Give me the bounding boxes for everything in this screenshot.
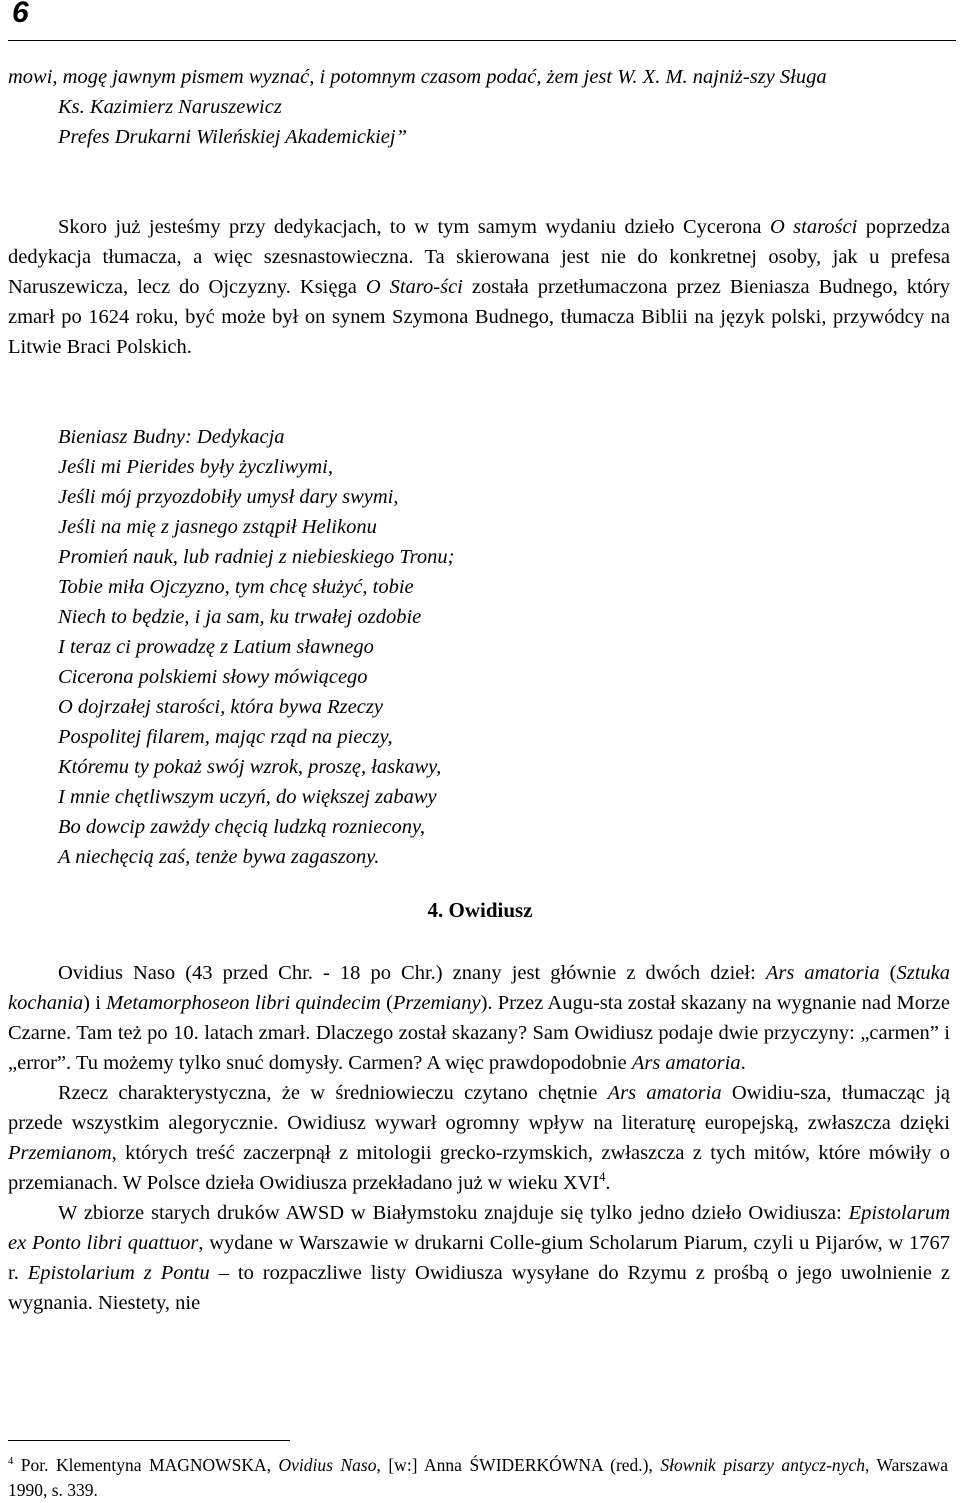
poem-line: A niechęcią zaś, tenże bywa zagaszony. (58, 846, 380, 868)
poem-line: Jeśli mój przyozdobiły umysł dary swymi, (58, 486, 399, 508)
poem-line: Promień nauk, lub radniej z niebieskiego Tronu; (58, 546, 455, 568)
paragraph-ovid-collection: W zbiorze starych druków AWSD w Białymstoku znajduje się tylko jedno dzieło Owidiusza: Epistolarum ex Ponto libri quattuor, wydane w Warszawie w drukarni Colle-gium Scholarum Piarum, czyli u Pijarów, w 1767 r. Epistolarium z Pontu – to rozpaczliwe listy Owidiusza wysyłane do Rzymu z prośbą o jego uwolnienie z wygnania. Niestety, nie (8, 1202, 950, 1314)
footnote-rule (8, 1440, 290, 1441)
poem-line: Któremu ty pokaż swój wzrok, proszę, łaskawy, (58, 756, 442, 778)
paragraph-cicero: Skoro już jesteśmy przy dedykacjach, to w tym samym wydaniu dzieło Cycerona O starości poprzedza dedykacja tłumacza, a więc szesnastowieczna. Ta skierowana jest nie do konkretnej osoby, jak u prefesa Naruszewicza, lecz do Ojczyzny. Księga O Staro-ści została przetłumaczona przez Bieniasza Budnego, który zmarł po 1624 roku, być może był on synem Szymona Budnego, tłumacza Biblii na język polski, przywódcy na Litwie Braci Polskich. (8, 216, 950, 358)
paragraph-ovid-influence: Rzecz charakterystyczna, że w średniowieczu czytano chętnie Ars amatoria Owidiu-sza, tłumacząc ją przede wszystkim alegorycznie. Owidiusz wywarł ogromny wpływ na literaturę europejską, zwłaszcza dzięki Przemianom, których treść zaczerpnął z mitologii grecko-rzymskich, zwłaszcza z tych mitów, które mówiły o przemianach. W Polsce dzieła Owidiusza przekładano już w wieku XVI$^4$. (8, 1082, 950, 1194)
header-rule (8, 40, 956, 41)
dedication-text: mowi, mogę jawnym pismem wyznać, i potomnym czasom podać, żem jest W. X. M. najniż-szy Sługa (8, 66, 827, 88)
section-heading: 4. Owidiusz (427, 898, 533, 922)
poem-line: Jeśli mi Pierides były życzliwymi, (58, 456, 333, 478)
paragraph-ovid-intro: Ovidius Naso (43 przed Chr. - 18 po Chr.) znany jest głównie z dwóch dzieł: Ars amatoria (Sztuka kochania) i Metamorphoseon libri quindecim (Przemiany). Przez Augu-sta został skazany na wygnanie nad Morze Czarne. Tam też po 10. latach zmarł. Dlaczego został skazany? Sam Owidiusz podaje dwie przyczyny: „carmen” i „error”. Tu możemy tylko snuć domysły. Carmen? A więc prawdopodobnie Ars amatoria. (8, 962, 951, 1074)
poem-line: I teraz ci prowadzę z Latium sławnego (58, 636, 374, 658)
poem-line: Cicerona polskiemi słowy mówiącego (58, 666, 368, 688)
poem-line: Tobie miła Ojczyzno, tym chcę służyć, tobie (58, 576, 414, 598)
dedication-end (8, 62, 950, 152)
poem-line: Bo dowcip zawżdy chęcią ludzką rozniecony, (58, 816, 426, 838)
dedication-signature-1: Ks. Kazimierz Naruszewicz (58, 96, 282, 118)
page-number: 6 (12, 0, 29, 29)
poem (58, 422, 454, 872)
poem-line: Niech to będzie, i ja sam, ku trwałej ozdobie (58, 606, 422, 628)
poem-line: Pospolitej filarem, mając rząd na pieczy, (58, 726, 393, 748)
poem-line: I mnie chętliwszym uczyń, do większej zabawy (58, 786, 437, 808)
dedication-signature-2: Prefes Drukarni Wileńskiej Akademickiej” (58, 126, 407, 148)
poem-line: O dojrzałej starości, która bywa Rzeczy (58, 696, 383, 718)
poem-title: Bieniasz Budny: Dedykacja (58, 426, 285, 448)
poem-line: Jeśli na mię z jasnego zstąpił Helikonu (58, 516, 377, 538)
footnote-number: 4 (8, 1456, 14, 1468)
paragraph-ovid (8, 958, 950, 1318)
footnote-ref: 4 (599, 1170, 606, 1185)
footnote: $^4$ Por. Klementyna MAGNOWSKA, Ovidius Naso, [w:] Anna ŚWIDERKÓWNA (red.), Słownik pisarzy antycz-nych, Warszawa 1990, s. 339. (8, 1455, 948, 1500)
